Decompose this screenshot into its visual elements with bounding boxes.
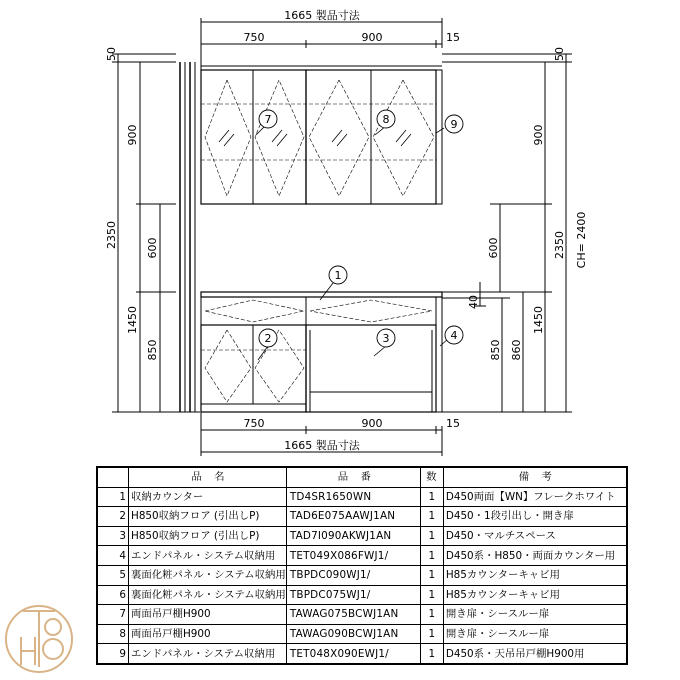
- row-note: D450・1段引出し・開き扉: [443, 507, 627, 527]
- table-row: [97, 644, 627, 664]
- header-note: 備 考: [443, 467, 627, 487]
- dim-total-left: 2350: [105, 221, 118, 249]
- row-note: D450両面【WN】フレークホワイト: [443, 487, 627, 507]
- dim-width-total-top: 1665 製品寸法: [284, 9, 360, 22]
- table-row: [97, 624, 627, 644]
- dim-lower-total-left: 1450: [126, 306, 139, 334]
- dim-upper-left: 900: [126, 124, 139, 146]
- row-no: 6: [97, 585, 129, 605]
- dim-lower-right: 850: [489, 339, 502, 361]
- dim-lower-total-right: 1450: [532, 306, 545, 334]
- row-no: 7: [97, 605, 129, 625]
- row-note: 開き扉・シースルー扉: [443, 624, 627, 644]
- dim-counter-height: 860: [510, 339, 523, 361]
- row-no: 9: [97, 644, 129, 664]
- row-name: 収納カウンター: [129, 487, 287, 507]
- table-row: [97, 507, 627, 527]
- row-no: 2: [97, 507, 129, 527]
- parts-table: [96, 466, 628, 665]
- table-row: [97, 546, 627, 566]
- dim-width-total-bottom: 1665 製品寸法: [284, 439, 360, 452]
- dim-gap-bottom: 15: [446, 417, 460, 430]
- brand-logo-icon: [3, 603, 75, 675]
- callout-8: 8: [382, 113, 390, 126]
- dim-small-40: 40: [467, 295, 480, 309]
- row-name: 両面吊戸棚H900: [129, 605, 287, 625]
- row-note: H85カウンターキャビ用: [443, 585, 627, 605]
- row-code: TAD7I090AKWJ1AN: [286, 526, 420, 546]
- row-name: 両面吊戸棚H900: [129, 624, 287, 644]
- row-name: 裏面化粧パネル・システム収納用: [129, 585, 287, 605]
- row-no: 3: [97, 526, 129, 546]
- row-code: TBPDC090WJ1/: [286, 565, 420, 585]
- dim-top-gap-right: 50: [553, 47, 566, 61]
- row-qty: 1: [420, 644, 443, 664]
- row-code: TAWAG075BCWJ1AN: [286, 605, 420, 625]
- table-row: [97, 585, 627, 605]
- dim-width-right-bottom: 900: [361, 417, 383, 430]
- row-name: H850収納フロア (引出しP): [129, 507, 287, 527]
- row-no: 8: [97, 624, 129, 644]
- row-code: TBPDC075WJ1/: [286, 585, 420, 605]
- row-no: 1: [97, 487, 129, 507]
- dim-total-right: 2350: [553, 231, 566, 259]
- row-note: D450系・天吊吊戸棚H900用: [443, 644, 627, 664]
- dim-gap-top: 15: [446, 31, 460, 44]
- row-note: 開き扉・シースルー扉: [443, 605, 627, 625]
- header-name: 品 名: [129, 467, 287, 487]
- row-note: H85カウンターキャビ用: [443, 565, 627, 585]
- dim-top-gap-left: 50: [105, 47, 118, 61]
- row-qty: 1: [420, 585, 443, 605]
- row-code: TAWAG090BCWJ1AN: [286, 624, 420, 644]
- dim-middle-left: 600: [146, 237, 159, 259]
- dim-lower-left: 850: [146, 339, 159, 361]
- row-name: エンドパネル・システム収納用: [129, 644, 287, 664]
- row-no: 4: [97, 546, 129, 566]
- row-qty: 1: [420, 624, 443, 644]
- header-no: [97, 467, 129, 487]
- row-code: TAD6E075AAWJ1AN: [286, 507, 420, 527]
- callout-1: 1: [334, 269, 342, 282]
- header-code: 品 番: [286, 467, 420, 487]
- dim-width-left-top: 750: [243, 31, 265, 44]
- dim-ch-height: CH= 2400: [575, 211, 588, 269]
- header-qty: 数: [420, 467, 443, 487]
- row-qty: 1: [420, 565, 443, 585]
- row-name: エンドパネル・システム収納用: [129, 546, 287, 566]
- dim-upper-right: 900: [532, 124, 545, 146]
- row-qty: 1: [420, 487, 443, 507]
- callout-2: 2: [264, 332, 272, 345]
- row-code: TET048X090EWJ1/: [286, 644, 420, 664]
- callout-9: 9: [450, 118, 458, 131]
- table-row: [97, 565, 627, 585]
- dim-middle-right: 600: [487, 237, 500, 259]
- table-row: [97, 605, 627, 625]
- row-name: H850収納フロア (引出しP): [129, 526, 287, 546]
- table-row: [97, 526, 627, 546]
- dim-width-right-top: 900: [361, 31, 383, 44]
- callout-7: 7: [264, 113, 272, 126]
- row-qty: 1: [420, 605, 443, 625]
- row-note: D450・マルチスペース: [443, 526, 627, 546]
- row-code: TD4SR1650WN: [286, 487, 420, 507]
- row-qty: 1: [420, 526, 443, 546]
- dim-width-left-bottom: 750: [243, 417, 265, 430]
- table-row: [97, 487, 627, 507]
- row-qty: 1: [420, 546, 443, 566]
- row-qty: 1: [420, 507, 443, 527]
- callout-4: 4: [450, 329, 458, 342]
- table-header-row: [97, 467, 627, 487]
- callout-3: 3: [382, 332, 390, 345]
- row-name: 裏面化粧パネル・システム収納用: [129, 565, 287, 585]
- row-code: TET049X086FWJ1/: [286, 546, 420, 566]
- row-no: 5: [97, 565, 129, 585]
- row-note: D450系・H850・両面カウンター用: [443, 546, 627, 566]
